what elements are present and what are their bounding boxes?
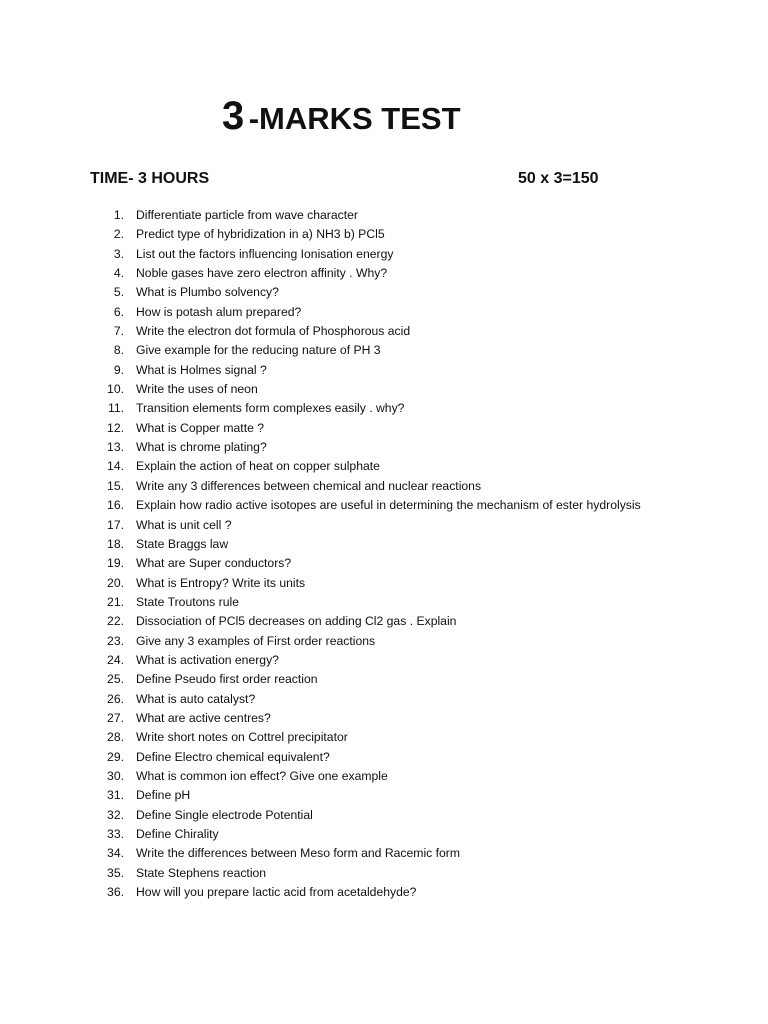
question-item (0, 748, 768, 767)
question-number: 10. (107, 382, 124, 397)
question-text: Define Electro chemical equivalent? (136, 749, 330, 764)
question-text: Dissociation of PCl5 decreases on adding Cl2 gas . Explain (136, 614, 457, 629)
question-item (0, 322, 768, 341)
question-text: What is common ion effect? Give one example (136, 768, 388, 783)
question-text: Write the electron dot formula of Phosphorous acid (136, 324, 411, 339)
question-number: 24. (107, 652, 124, 667)
question-number: 2. (113, 227, 124, 242)
question-number: 23. (107, 633, 124, 648)
question-number: 7. (113, 324, 124, 339)
question-number: 34. (107, 846, 124, 861)
question-number: 25. (107, 672, 124, 687)
question-item (0, 225, 768, 244)
question-text: State Troutons rule (136, 594, 239, 609)
question-item (0, 283, 768, 302)
question-number: 22. (107, 614, 124, 629)
question-number: 8. (113, 343, 124, 358)
question-text: Define Single electrode Potential (136, 807, 313, 822)
question-item (0, 457, 768, 476)
question-number: 29. (107, 749, 124, 764)
title-number: 3 (222, 94, 245, 138)
question-number: 13. (107, 440, 124, 455)
question-text: How is potash alum prepared? (136, 304, 302, 319)
question-item (0, 728, 768, 747)
question-text: Define Chirality (136, 827, 219, 841)
question-number: 12. (107, 420, 124, 435)
question-number: 5. (113, 285, 124, 300)
question-number: 15. (107, 478, 124, 493)
question-text: Noble gases have zero electron affinity . Why? (136, 266, 388, 281)
marks-label: 50 x 3=150 (518, 170, 599, 187)
question-text: Write the uses of neon (136, 382, 258, 397)
title-text: -MARKS TEST (248, 101, 461, 136)
question-number: 19. (107, 556, 124, 571)
question-item (0, 245, 768, 264)
question-number: 21. (107, 594, 124, 609)
question-text: What are Super conductors? (136, 556, 292, 571)
question-number: 6. (113, 304, 124, 319)
question-number: 9. (113, 362, 124, 377)
question-number: 27. (107, 710, 124, 725)
question-number: 28. (107, 730, 124, 745)
question-text: Define pH (136, 788, 191, 803)
question-number: 1. (113, 208, 124, 222)
question-number: 33. (107, 827, 124, 841)
question-item (0, 786, 768, 805)
question-item (0, 380, 768, 399)
question-text: State Braggs law (136, 536, 229, 551)
question-number: 35. (107, 865, 124, 880)
question-text: What is activation energy? (136, 652, 279, 667)
question-text: What is Copper matte ? (136, 420, 265, 435)
question-text: What is auto catalyst? (136, 691, 256, 706)
question-item (0, 438, 768, 457)
question-number: 3. (113, 246, 124, 261)
question-number: 4. (113, 266, 124, 281)
time-label: TIME- 3 HOURS (90, 170, 210, 187)
question-item (0, 670, 768, 689)
question-item (0, 806, 768, 825)
question-text: Predict type of hybridization in a) NH3 b) PCl5 (136, 227, 385, 242)
question-item (0, 844, 768, 863)
question-text: What are active centres? (136, 710, 271, 725)
question-text: How will you prepare lactic acid from acetaldehyde? (136, 885, 417, 900)
question-item (0, 535, 768, 554)
question-number: 11. (107, 401, 124, 416)
question-list (0, 206, 768, 902)
question-number: 30. (107, 768, 124, 783)
question-number: 20. (107, 575, 124, 590)
question-item (0, 632, 768, 651)
question-text: What is unit cell ? (136, 517, 232, 532)
question-text: State Stephens reaction (136, 865, 267, 880)
question-item (0, 767, 768, 786)
question-text: Give example for the reducing nature of PH 3 (136, 343, 381, 358)
question-text: Differentiate particle from wave character (136, 208, 358, 222)
question-text: Write short notes on Cottrel precipitator (136, 730, 348, 745)
question-item (0, 399, 768, 418)
question-number: 18. (107, 536, 124, 551)
question-text: Define Pseudo first order reaction (136, 672, 318, 687)
question-item (0, 496, 768, 515)
question-text: What is Holmes signal ? (136, 362, 267, 377)
question-item (0, 554, 768, 573)
question-number: 36. (107, 885, 124, 900)
question-text: What is chrome plating? (136, 440, 267, 455)
question-item (0, 477, 768, 496)
question-item (0, 651, 768, 670)
question-item (0, 593, 768, 612)
question-number: 14. (107, 459, 124, 474)
question-text: Write any 3 differences between chemical and nuclear reactions (136, 478, 482, 493)
question-text: Explain how radio active isotopes are useful in determining the mechanism of ester hydrolysis (136, 498, 641, 513)
question-item (0, 264, 768, 283)
question-item (0, 303, 768, 322)
question-text: Explain the action of heat on copper sulphate (136, 459, 380, 474)
question-item (0, 206, 768, 225)
question-item (0, 883, 768, 902)
question-item (0, 516, 768, 535)
question-text: List out the factors influencing Ionisation energy (136, 246, 394, 261)
question-item (0, 864, 768, 883)
page-title (222, 96, 461, 136)
question-text: Give any 3 examples of First order reactions (136, 633, 376, 648)
question-text: What is Plumbo solvency? (136, 285, 279, 300)
question-item (0, 361, 768, 380)
question-text: What is Entropy? Write its units (136, 575, 306, 590)
question-item (0, 825, 768, 844)
question-item (0, 709, 768, 728)
question-item (0, 690, 768, 709)
question-text: Transition elements form complexes easily . why? (136, 401, 405, 416)
question-text: Write the differences between Meso form and Racemic form (136, 846, 461, 861)
question-item (0, 574, 768, 593)
question-number: 32. (107, 807, 124, 822)
question-number: 26. (107, 691, 124, 706)
question-number: 17. (107, 517, 124, 532)
question-item (0, 341, 768, 360)
question-item (0, 612, 768, 631)
question-number: 31. (107, 788, 124, 803)
question-number: 16. (107, 498, 124, 513)
question-item (0, 419, 768, 438)
